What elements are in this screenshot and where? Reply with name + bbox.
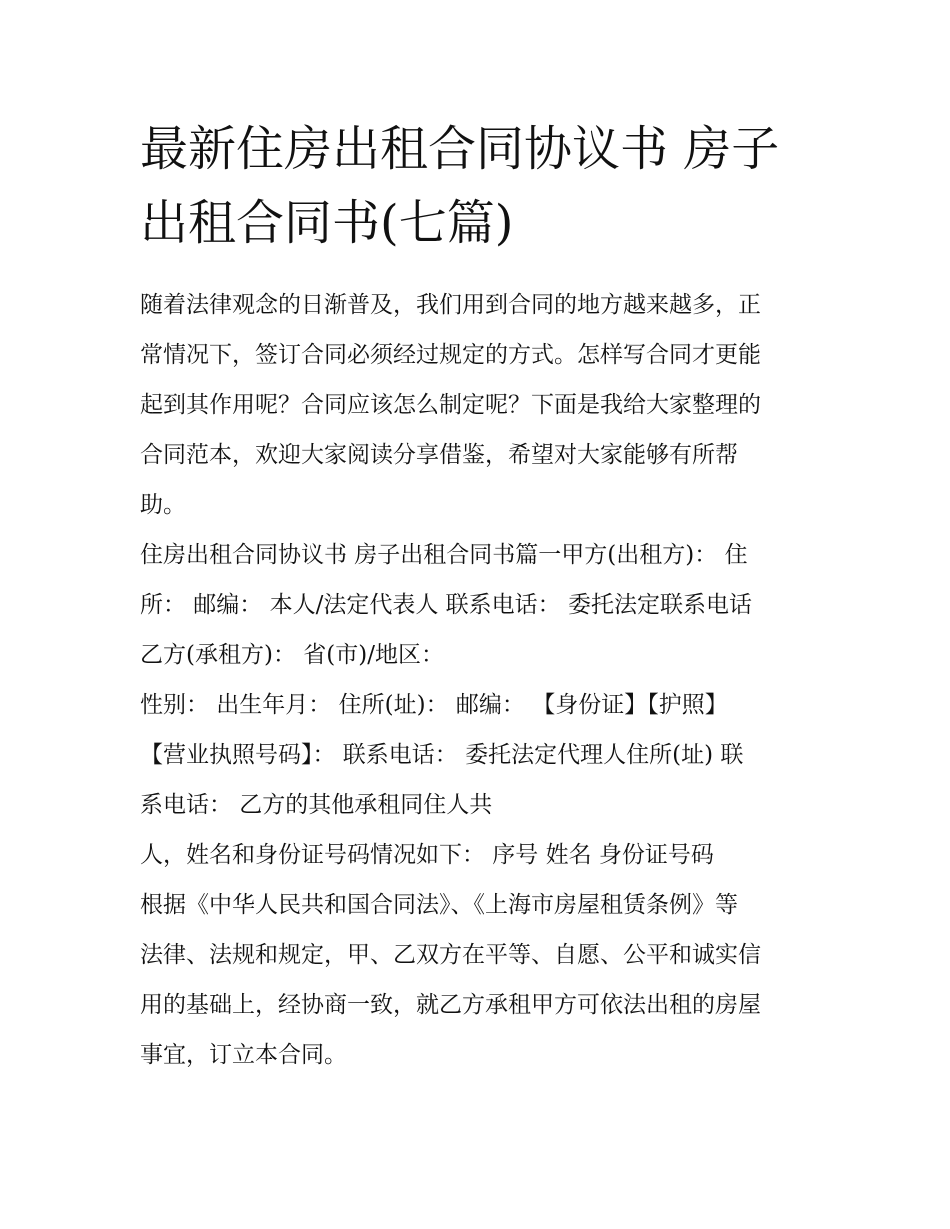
body-line: 法律、法规和规定，甲、乙双方在平等、自愿、公平和诚实信 <box>140 942 761 968</box>
body-line: 系电话： 乙方的其他承租同住人共 <box>140 792 493 818</box>
title-line: 最新住房出租合同协议书 房子 <box>140 121 780 177</box>
body-line: 根据《中华人民共和国合同法》、《上海市房屋租赁条例》等 <box>140 892 738 918</box>
body-line: 住房出租合同协议书 房子出租合同书篇一甲方(出租方)： 住 <box>140 542 748 568</box>
body-line: 事宜，订立本合同。 <box>140 1042 347 1068</box>
document-body <box>140 280 820 1080</box>
body-line: 用的基础上，经协商一致，就乙方承租甲方可依法出租的房屋 <box>140 992 761 1018</box>
document-title <box>140 112 820 260</box>
body-line: 合同范本，欢迎大家阅读分享借鉴，希望对大家能够有所帮 <box>140 442 738 468</box>
body-line: 【营业执照号码】： 联系电话： 委托法定代理人住所(址) 联 <box>140 742 744 768</box>
body-line: 助。 <box>140 492 186 518</box>
body-line: 性别： 出生年月： 住所(址)： 邮编： 【身份证】【护照】 <box>140 692 728 718</box>
body-line: 随着法律观念的日渐普及，我们用到合同的地方越来越多，正 <box>140 292 761 318</box>
title-line: 出租合同书(七篇) <box>140 195 514 251</box>
body-line: 所： 邮编： 本人/法定代表人 联系电话： 委托法定联系电话 <box>140 592 752 618</box>
body-line: 起到其作用呢？合同应该怎么制定呢？下面是我给大家整理的 <box>140 392 761 418</box>
body-line: 常情况下，签订合同必须经过规定的方式。怎样写合同才更能 <box>140 342 761 368</box>
document-page <box>140 112 820 1080</box>
body-line: 人，姓名和身份证号码情况如下： 序号 姓名 身份证号码 <box>140 842 714 868</box>
body-line: 乙方(承租方)： 省(市)/地区： <box>140 642 444 668</box>
